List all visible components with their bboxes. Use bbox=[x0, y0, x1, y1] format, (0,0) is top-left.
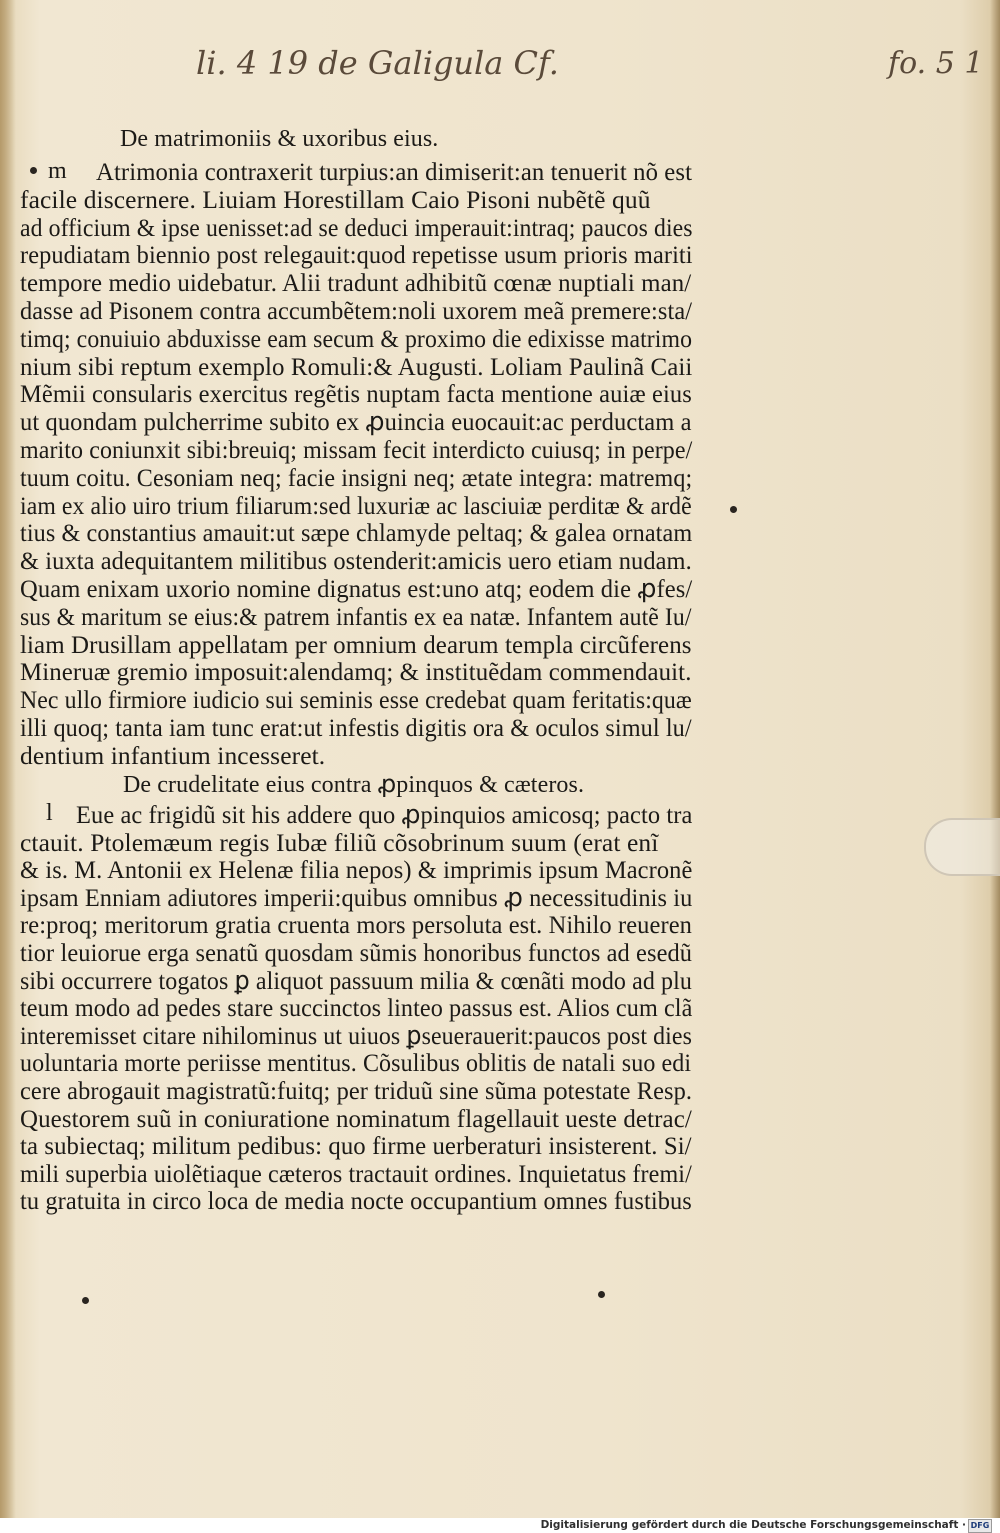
text-line: re:proq; meritorum gratia cruenta mors persoluta est. Nihilo reueren bbox=[20, 910, 693, 940]
text-line: tu gratuita in circo loca de media nocte occupantium omnes fustibus bbox=[20, 1186, 692, 1216]
text-line: teum modo ad pedes stare succinctos linteo passus est. Alios cum clã bbox=[20, 993, 693, 1023]
text-line: nium sibi reptum exemplo Romuli:& Augusti. Loliam Paulinã Caii bbox=[20, 351, 693, 381]
handwritten-title: li. 4 19 de Galigula Cf. bbox=[196, 44, 559, 82]
text-line: cere abrogauit magistratũ:fuitq; per triduũ sine sũma potestate Resp. bbox=[20, 1076, 693, 1105]
text-line: timq; conuiuio abduxisse eam secum & proximo die edixisse matrimo bbox=[20, 323, 693, 353]
text-line: ctauit. Ptolemæum regis Iubæ filiũ cõsobrinum suum (erat enĩ bbox=[20, 827, 659, 857]
guide-letter-m: m bbox=[48, 158, 67, 184]
text-line: iam ex alio uiro trium filiarum:sed luxuriæ ac lasciuiæ perditæ & ardẽ bbox=[20, 490, 692, 520]
text-line: tempore medio uidebatur. Alii tradunt adhibitũ cœnæ nuptiali man/ bbox=[20, 268, 692, 298]
text-line: Atrimonia contraxerit turpius:an dimiserit:an tenuerit nõ est bbox=[96, 157, 693, 186]
section-heading-cruelty: De crudelitate eius contra ꝓpinquos & cæteros. bbox=[123, 772, 585, 798]
text-line: ad officium & ipse uenisset:ad se deduci imperauit:intraq; paucos dies bbox=[20, 212, 693, 242]
funding-credit: Digitalisierung gefördert durch die Deutsche Forschungsgemeinschaft · bbox=[540, 1519, 966, 1531]
paper-clip bbox=[924, 818, 1000, 876]
text-line: interemisset citare nihilominus ut uiuos ꝑseuerauerit:paucos post dies bbox=[20, 1020, 692, 1050]
text-line: Eue ac frigidũ sit his addere quo ꝓpinquios amicosq; pacto tra bbox=[76, 800, 693, 829]
text-line: uoluntaria morte periisse mentitus. Cõsulibus oblitis de natali suo edi bbox=[20, 1048, 692, 1078]
text-line: sibi occurrere togatos ꝑ aliquot passuum milia & cœnãti modo ad plu bbox=[20, 965, 692, 995]
text-line: marito coniunxit sibi:breuiq; missam fecit interdicto cuiusq; in perpe/ bbox=[20, 435, 693, 464]
text-line: tuum coitu. Cesoniam neq; facie insigni neq; ætate integra: matremq; bbox=[20, 462, 693, 492]
text-line: ta subiectaq; militum pedibus: quo firme uerberaturi insisterent. Si/ bbox=[20, 1131, 692, 1161]
text-line: tius & constantius amauit:ut sæpe chlamyde peltaq; & galea ornatam bbox=[20, 518, 693, 548]
text-line: dasse ad Pisonem contra accumbẽtem:noli uxorem meã premere:sta/ bbox=[20, 296, 693, 325]
handwritten-folio-number: fo. 5 1 bbox=[888, 46, 984, 81]
text-line: Questorem suũ in coniuratione nominatum flagellauit ueste detrac/ bbox=[20, 1103, 692, 1133]
section-heading-marriages: De matrimoniis & uxoribus eius. bbox=[120, 126, 439, 152]
guide-letter-l: l bbox=[46, 800, 53, 826]
text-line: repudiatam biennio post relegauit:quod repetisse usum prioris mariti bbox=[20, 240, 693, 270]
text-line: facile discernere. Liuiam Horestillam Caio Pisoni nubẽtẽ quũ bbox=[20, 184, 651, 214]
text-line: dentium infantium incesseret. bbox=[20, 740, 326, 770]
text-line: Quam enixam uxorio nomine dignatus est:uno atq; eodem die ꝓfes/ bbox=[20, 574, 693, 603]
text-line: mili superbia uiolẽtiaque cæteros tractauit ordines. Inquietatus fremi/ bbox=[20, 1158, 692, 1188]
page-right-edge bbox=[990, 0, 1000, 1518]
text-line: liam Drusillam appellatam per omnium dearum templa circũferens bbox=[20, 629, 692, 659]
text-line: ut quondam pulcherrime subito ex ꝓuincia euocauit:ac perductam a bbox=[20, 407, 692, 437]
text-line: illi quoq; tanta iam tunc erat:ut infestis digitis ora & oculos simul lu/ bbox=[20, 713, 692, 742]
text-line: tior leuiorue erga senatũ quosdam sũmis honoribus functos ad esedũ bbox=[20, 938, 693, 967]
paper-mark bbox=[730, 506, 737, 513]
dfg-logo: DFG bbox=[968, 1519, 992, 1533]
text-line: ipsam Enniam adiutores imperii:quibus omnibus ꝓ necessitudinis iu bbox=[20, 882, 693, 912]
text-line: Mineruæ gremio imposuit:alendamq; & instituẽdam commendauit. bbox=[20, 657, 692, 687]
paper-mark bbox=[30, 167, 37, 174]
text-line: Nec ullo firmiore iudicio sui seminis esse credebat quam feritatis:quæ bbox=[20, 685, 692, 715]
page-binding-shadow bbox=[0, 0, 16, 1518]
text-line: Mẽmii consularis exercitus regẽtis nuptam facta mentione auiæ eius bbox=[20, 379, 692, 409]
paper-mark bbox=[598, 1291, 605, 1298]
paper-mark bbox=[82, 1297, 89, 1304]
text-line: & iuxta adequitantem militibus ostenderit:amicis uero etiam nudam. bbox=[20, 546, 692, 576]
text-line: & is. M. Antonii ex Helenæ filia nepos) & imprimis ipsum Macronẽ bbox=[20, 855, 693, 885]
text-line: sus & maritum se eius:& patrem infantis ex ea natæ. Infantem autẽ Iu/ bbox=[20, 601, 692, 631]
